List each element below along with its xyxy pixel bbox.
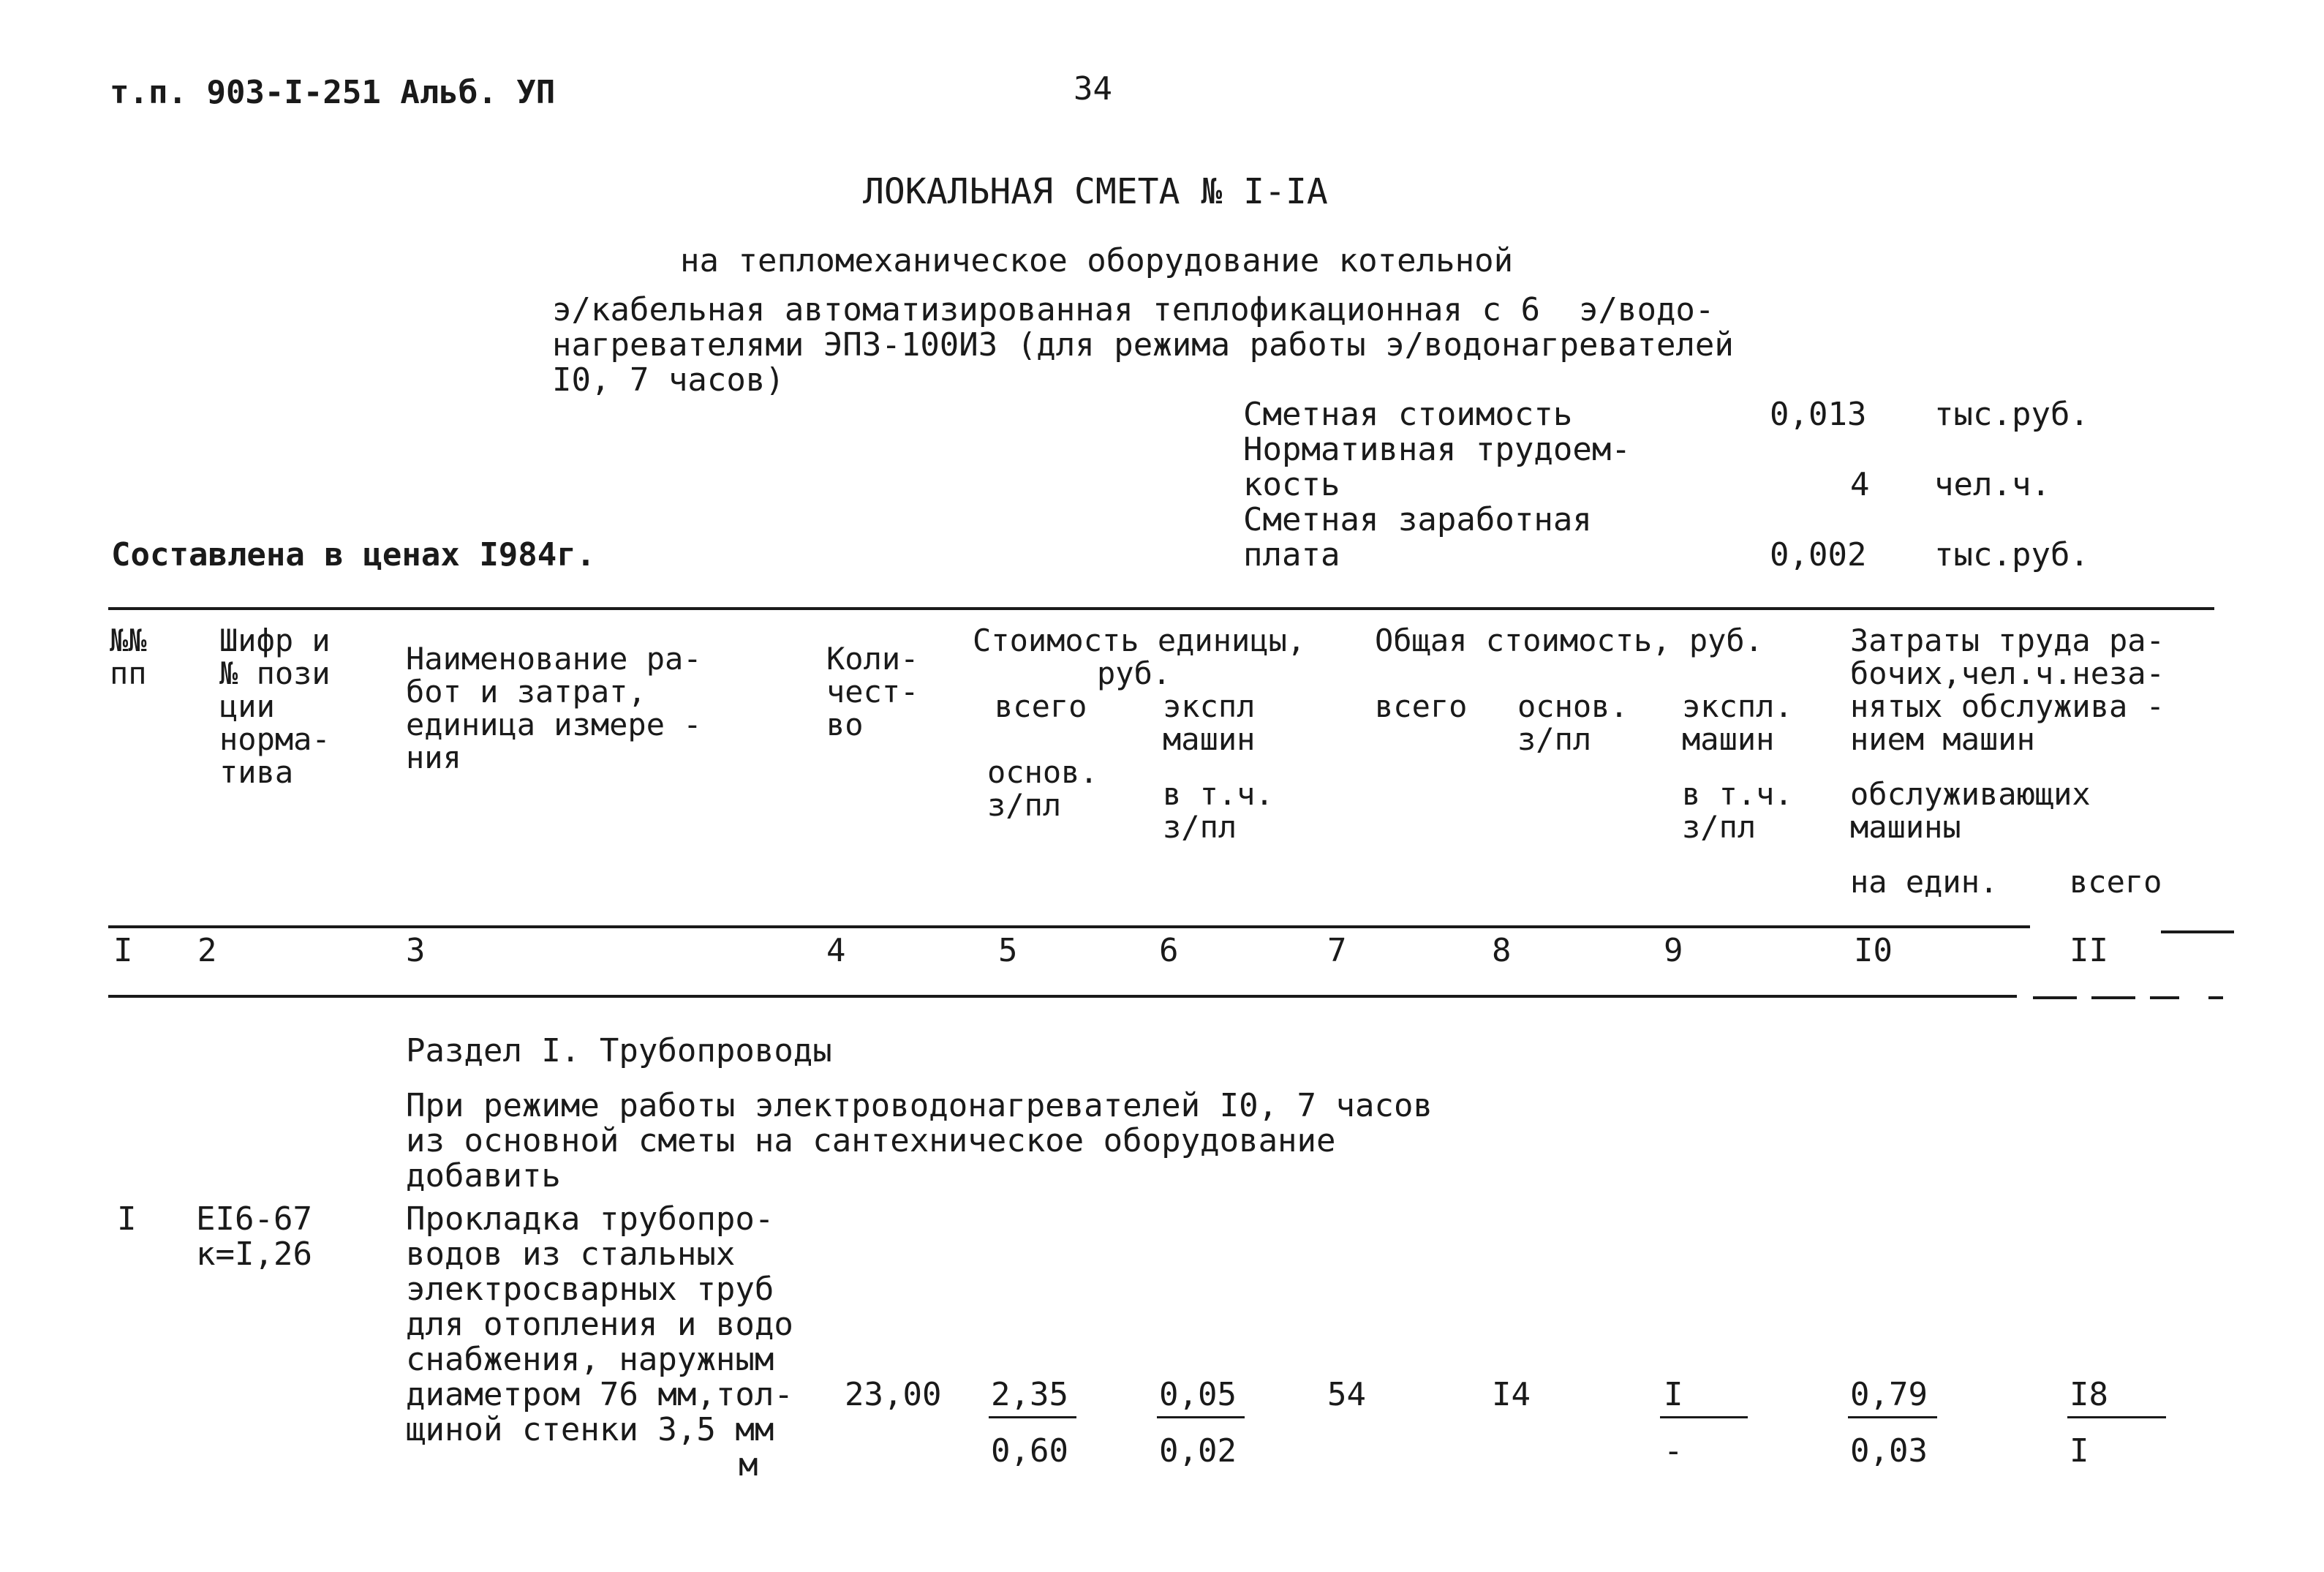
header-labor-serv-1: обслуживающих [1850, 776, 2091, 812]
column-number-1: I [113, 932, 133, 969]
summary-wage-label-1: Сметная заработная [1243, 501, 1592, 538]
summary-cost-value: 0,013 [1770, 396, 1867, 433]
header-qty-2: чест- [826, 674, 919, 710]
header-qty-1: Коли- [826, 641, 919, 677]
section-title: Раздел I. Трубопроводы [406, 1032, 832, 1069]
row-code: EI6-67 [196, 1200, 312, 1238]
row-name-line: диаметром 76 мм,тол- [406, 1376, 793, 1413]
row-labor-unit-service: 0,03 [1850, 1432, 1928, 1470]
header-uc-incl-1: в т.ч. [1163, 776, 1274, 812]
row-name-line: щиной стенки 3,5 мм [406, 1411, 774, 1448]
unit-cost-total-underline [989, 1416, 1076, 1418]
estimate-subtitle-line1: на тепломеханическое оборудование котельной [680, 242, 1514, 279]
summary-cost-unit: тыс.руб. [1934, 396, 2089, 433]
column-number-8: 8 [1492, 932, 1512, 969]
column-numbers-top-rule [108, 925, 2030, 928]
column-number-5: 5 [998, 932, 1018, 969]
column-numbers-top-rule-tail [2161, 930, 2234, 933]
column-numbers-bottom-rule [108, 995, 2017, 998]
column-number-10: I0 [1854, 932, 1893, 969]
summary-wage-unit: тыс.руб. [1934, 536, 2089, 573]
header-tc-incl-1: в т.ч. [1682, 776, 1793, 812]
rule-dash [2208, 996, 2223, 999]
column-number-11: II [2070, 932, 2108, 969]
header-code-3: ции [219, 688, 275, 724]
summary-labor-unit: чел.ч. [1934, 466, 2051, 503]
header-total-cost: Общая стоимость, руб. [1375, 623, 1764, 658]
header-uc-mach-2: машин [1163, 721, 1256, 757]
row-name-line: Прокладка трубопро- [406, 1200, 774, 1238]
row-labor-total-service: I [2070, 1432, 2089, 1470]
header-labor-4: нием машин [1850, 721, 2035, 757]
header-tc-total: всего [1375, 688, 1468, 724]
labor-unit-underline [1848, 1416, 1937, 1418]
header-qty-3: во [826, 707, 864, 742]
row-total-base-wage: I4 [1492, 1376, 1531, 1413]
header-tc-mach-2: машин [1682, 721, 1775, 757]
section-note-1: При режиме работы электроводонагревателей I0, 7 часов [406, 1087, 1433, 1124]
header-tc-base-1: основ. [1517, 688, 1629, 724]
row-unit-cost-total: 2,35 [991, 1376, 1068, 1413]
header-labor-3: нятых обслужива - [1850, 688, 2165, 724]
summary-cost-label: Сметная стоимость [1243, 396, 1573, 433]
row-number: I [117, 1200, 137, 1238]
header-labor-all: всего [2070, 864, 2162, 900]
header-unit-cost: Стоимость единицы, [973, 623, 1306, 658]
row-unit: м [739, 1446, 758, 1483]
estimate-title: ЛОКАЛЬНАЯ СМЕТА № I-IA [863, 171, 1328, 212]
row-name-line: снабжения, наружным [406, 1341, 774, 1378]
rule-dash [2150, 996, 2179, 999]
header-code-5: тива [219, 754, 294, 790]
column-number-7: 7 [1327, 932, 1347, 969]
header-num-2: пп [110, 655, 147, 691]
summary-wage-label-2: плата [1243, 536, 1340, 573]
row-name-line: для отопления и водо [406, 1306, 793, 1343]
header-name-3: единица измере - [406, 707, 702, 742]
header-uc-base-1: основ. [987, 754, 1098, 790]
row-labor-unit: 0,79 [1850, 1376, 1928, 1413]
section-note-3: добавить [406, 1157, 561, 1195]
price-basis: Составлена в ценах I984г. [111, 536, 596, 573]
header-uc-mach-1: экспл [1163, 688, 1256, 724]
estimate-subtitle-line3: нагревателями ЭПЗ-100И3 (для режима работы э/водонагревателей [552, 326, 1734, 364]
row-total-machine-wage: - [1664, 1432, 1683, 1470]
row-name-line: водов из стальных [406, 1236, 736, 1273]
estimate-subtitle-line4: I0, 7 часов) [552, 361, 785, 399]
total-machines-underline [1660, 1416, 1748, 1418]
row-unit-cost-machines: 0,05 [1159, 1376, 1237, 1413]
unit-cost-machines-underline [1157, 1416, 1245, 1418]
header-code-2: № пози [219, 655, 331, 691]
row-quantity: 23,00 [845, 1376, 942, 1413]
row-name-line: электросварных труб [406, 1271, 774, 1308]
row-unit-cost-machine-wage: 0,02 [1159, 1432, 1237, 1470]
column-number-2: 2 [197, 932, 217, 969]
header-name-2: бот и затрат, [406, 674, 646, 710]
document-reference: т.п. 903-I-251 Альб. УП [110, 74, 556, 111]
column-number-6: 6 [1159, 932, 1179, 969]
row-total-machines: I [1664, 1376, 1683, 1413]
header-tc-incl-2: з/пл [1682, 809, 1757, 845]
header-code-1: Шифр и [219, 623, 331, 658]
header-uc-total: всего [995, 688, 1087, 724]
table-top-rule [108, 607, 2214, 610]
row-labor-total: I8 [2070, 1376, 2108, 1413]
header-num-1: №№ [110, 623, 147, 658]
rule-dash [2033, 996, 2077, 999]
header-labor-1: Затраты труда ра- [1850, 623, 2165, 658]
header-tc-mach-1: экспл. [1682, 688, 1793, 724]
rule-dash [2091, 996, 2135, 999]
row-coefficient: к=I,26 [196, 1236, 312, 1273]
header-labor-serv-2: машины [1850, 809, 1961, 845]
labor-total-underline [2067, 1416, 2166, 1418]
header-name-1: Наименование ра- [406, 641, 702, 677]
header-labor-2: бочих,чел.ч.неза- [1850, 655, 2165, 691]
summary-labor-value: 4 [1850, 466, 1870, 503]
header-labor-unit: на един. [1850, 864, 1999, 900]
section-note-2: из основной сметы на сантехническое оборудование [406, 1122, 1336, 1159]
header-uc-base-2: з/пл [987, 787, 1062, 823]
page-number: 34 [1074, 70, 1112, 108]
column-number-3: 3 [406, 932, 426, 969]
estimate-subtitle-line2: э/кабельная автоматизированная теплофикационная с 6 э/водо- [552, 291, 1715, 328]
summary-labor-label-2: кость [1243, 466, 1340, 503]
row-unit-cost-base-wage: 0,60 [991, 1432, 1068, 1470]
header-uc-incl-2: з/пл [1163, 809, 1237, 845]
column-number-4: 4 [826, 932, 846, 969]
header-name-4: ния [406, 740, 461, 775]
header-code-4: норма- [219, 721, 331, 757]
summary-labor-label-1: Нормативная трудоем- [1243, 431, 1631, 468]
header-unit-cost-rub: руб. [1097, 655, 1172, 691]
header-tc-base-2: з/пл [1517, 721, 1592, 757]
column-number-9: 9 [1664, 932, 1683, 969]
row-total-cost: 54 [1327, 1376, 1366, 1413]
summary-wage-value: 0,002 [1770, 536, 1867, 573]
